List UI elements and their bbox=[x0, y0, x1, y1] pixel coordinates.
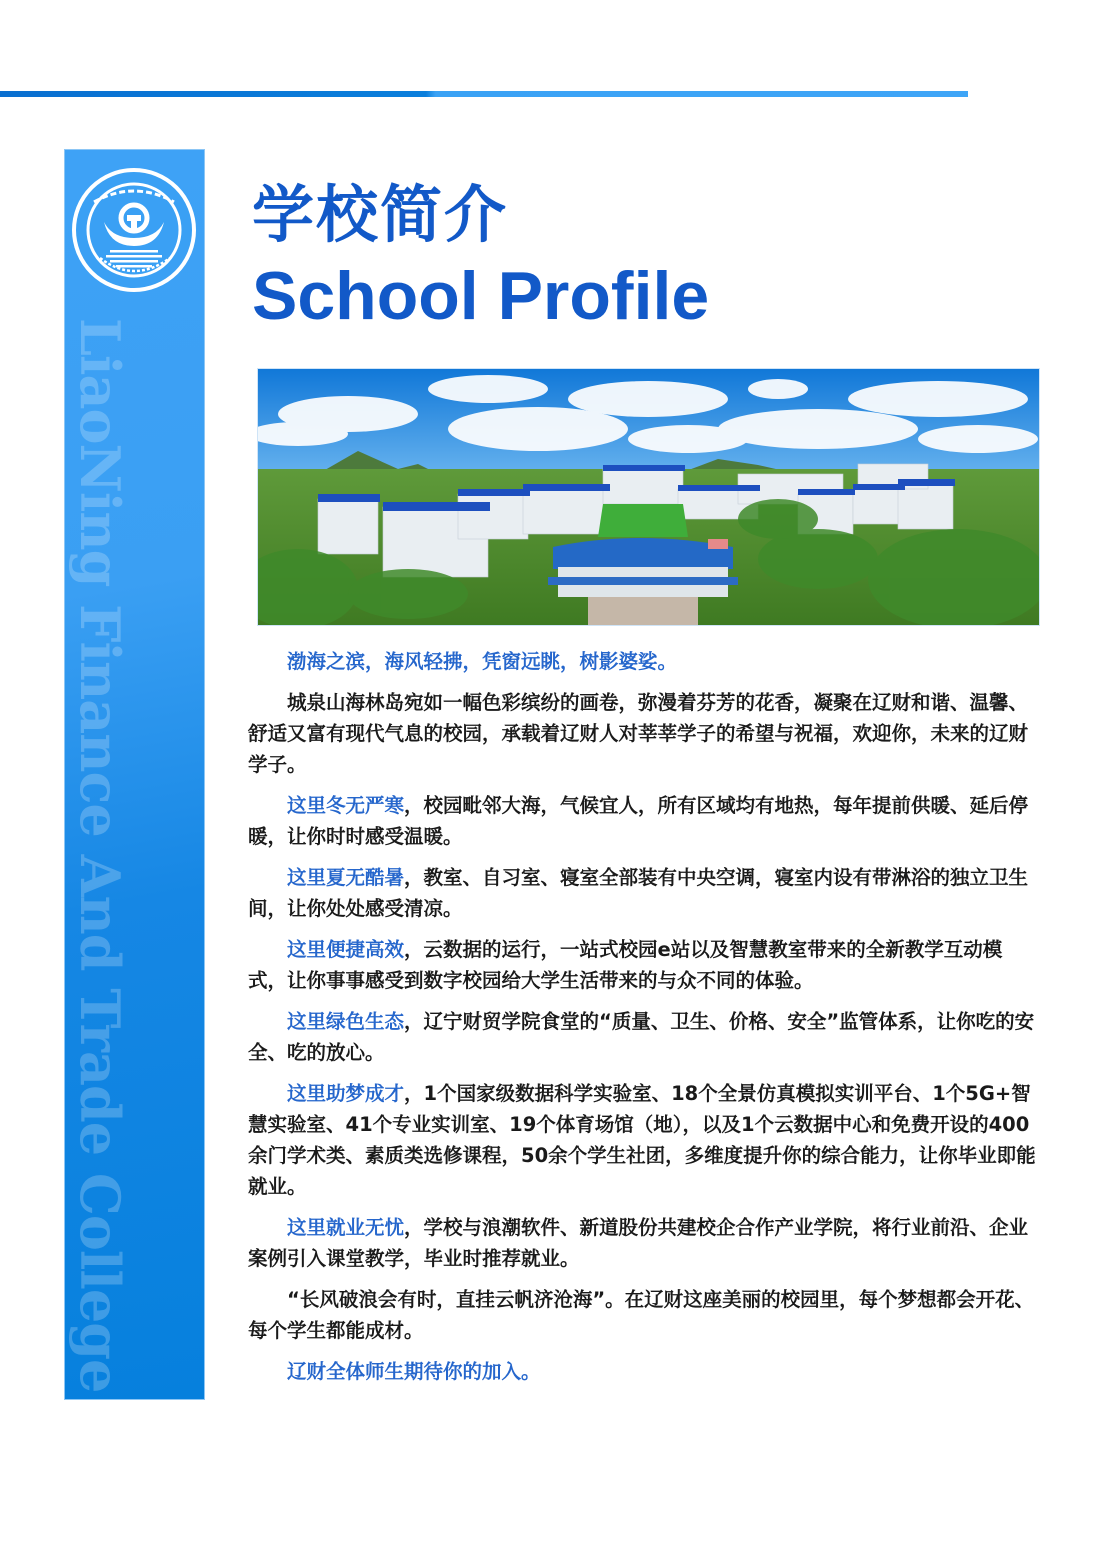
highlight-summer: 这里夏无酷暑 bbox=[287, 866, 405, 889]
campus-aerial-photo bbox=[258, 369, 1039, 625]
paragraph-winter: 这里冬无严寒，校园毗邻大海，气候宜人，所有区域均有地热，每年提前供暖、延后停暖，让你时时感受温暖。 bbox=[248, 794, 1029, 848]
paragraph-efficient: 这里便捷高效，云数据的运行，一站式校园e站以及智慧教室带来的全新教学互动模式，让你事事感受到数字校园给大学生活带来的与众不同的体验。 bbox=[248, 938, 1003, 992]
paragraph-summer: 这里夏无酷暑，教室、自习室、寝室全部装有中央空调，寝室内设有带淋浴的独立卫生间，让你处处感受清凉。 bbox=[248, 866, 1029, 920]
paragraph-employment: 这里就业无忧，学校与浪潮软件、新道股份共建校企合作产业学院，将行业前沿、企业案例引入课堂教学，毕业时推荐就业。 bbox=[248, 1216, 1029, 1270]
intro-tagline: 渤海之滨，海风轻拂，凭窗远眺，树影婆娑。 bbox=[287, 650, 678, 673]
paragraph-intro: 城泉山海林岛宛如一幅色彩缤纷的画卷，弥漫着芬芳的花香，凝聚在辽财和谐、温馨、舒适又富有现代气息的校园，承载着辽财人对莘莘学子的希望与祝福，欢迎你，未来的辽财学子。 bbox=[248, 691, 1029, 776]
page-title-chinese: 学校简介 bbox=[252, 178, 509, 251]
highlight-winter: 这里冬无严寒 bbox=[287, 794, 405, 817]
highlight-employment: 这里就业无忧 bbox=[287, 1216, 405, 1239]
profile-text bbox=[248, 646, 1038, 1397]
closing-line: 辽财全体师生期待你的加入。 bbox=[287, 1360, 541, 1383]
paragraph-quote: “长风破浪会有时，直挂云帆济沧海”。在辽财这座美丽的校园里，每个梦想都会开花、每个学生都能成材。 bbox=[248, 1288, 1035, 1342]
sidebar-banner bbox=[65, 150, 204, 1399]
highlight-dreams: 这里助梦成才 bbox=[287, 1082, 405, 1105]
highlight-green: 这里绿色生态 bbox=[287, 1010, 405, 1033]
top-decorative-rule bbox=[0, 91, 968, 97]
paragraph-dreams: 这里助梦成才，1个国家级数据科学实验室、18个全景仿真模拟实训平台、1个5G+智慧实验室、41个专业实训室、19个体育场馆（地），以及1个云数据中心和免费开设的400余门学术类、素质类选修课程，50余个学生社团，多维度提升你的综合能力，让你毕业即能就业。 bbox=[248, 1082, 1036, 1198]
paragraph-green: 这里绿色生态，辽宁财贸学院食堂的“质量、卫生、价格、安全”监管体系，让你吃的安全、吃的放心。 bbox=[248, 1010, 1035, 1064]
page-title-english: School Profile bbox=[252, 258, 710, 334]
college-emblem-icon bbox=[70, 166, 198, 294]
college-name-vertical: LiaoNing Finance And Trade College bbox=[68, 318, 132, 1393]
highlight-efficient: 这里便捷高效 bbox=[287, 938, 405, 961]
